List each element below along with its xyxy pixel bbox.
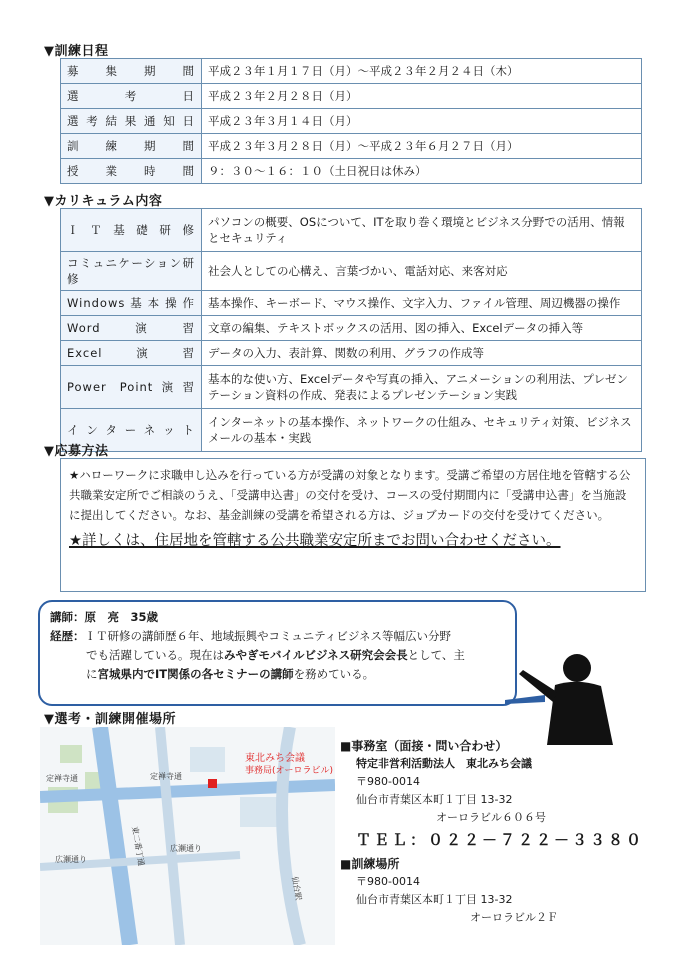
instructor-name-label: 講師：: [50, 610, 85, 624]
curriculum-value: 社会人としての心構え、言葉づかい、電話対応、来客対応: [202, 252, 642, 291]
table-row: [61, 109, 642, 134]
curriculum-value: インターネットの基本操作、ネットワークの仕組み、セキュリティ対策、ビジネスメールの基本・実践: [202, 409, 642, 452]
table-row: [61, 209, 642, 252]
schedule-label: 授業時間: [61, 159, 202, 184]
map-label-target-sub: 事務局(オーロラビル): [245, 766, 334, 776]
schedule-table: [60, 58, 642, 184]
application-heading: ▼応募方法: [44, 444, 109, 459]
training-site-heading: ■訓練場所: [340, 857, 400, 871]
curriculum-label: Word演習: [61, 316, 202, 341]
map-label-street: 定禅寺通: [46, 774, 78, 783]
instructor-career-line: [50, 627, 505, 646]
instructor-name-line: [50, 608, 505, 627]
curriculum-value: データの入力、表計算、関数の利用、グラフの作成等: [202, 341, 642, 366]
curriculum-label: Windows基本操作: [61, 291, 202, 316]
training-site-address: 仙台市青葉区本町１丁目 13-32: [356, 893, 513, 906]
table-row: [61, 59, 642, 84]
map-label-target: 東北みち会議: [245, 753, 305, 764]
schedule-label: 募集期間: [61, 59, 202, 84]
table-row: [61, 366, 642, 409]
curriculum-value: 基本的な使い方、Excelデータや写真の挿入、アニメーションの利用法、プレゼンテーション資料の作成、発表によるプレゼンテーション実践: [202, 366, 642, 409]
application-box: [60, 458, 646, 592]
table-row: [61, 84, 642, 109]
training-site-zip: 〒980-0014: [356, 875, 420, 888]
curriculum-label: Excel演習: [61, 341, 202, 366]
application-body: ★ハローワークに求職申し込みを行っている方が受講の対象となります。受講ご希望の方居住地を管轄する公共職業安定所でご相談のうえ、「受講申込書」の交付を受け、コースの受付期間内に「受講申込書」を当施設に提出してください。なお、基金訓練の受講を希望される方は、ジョブカードの交付を受けてください。: [69, 468, 631, 522]
instructor-name: 原 亮 35歳: [84, 610, 159, 624]
curriculum-value: パソコンの概要、OSについて、ITを取り巻く環境とビジネス分野での活用、情報とセキュリティ: [202, 209, 642, 252]
schedule-label: 訓練期間: [61, 134, 202, 159]
instructor-career-2: でも活躍している。現在は: [86, 648, 224, 662]
office-building: オーロラビル６０６号: [436, 811, 546, 824]
office-tel[interactable]: ＴＥＬ：０２２－７２２－３３８０: [356, 831, 645, 849]
instructor-career-4: に: [86, 667, 98, 681]
curriculum-label: コミュニケーション研修: [61, 252, 202, 291]
schedule-value: 平成２３年２月２８日（月）: [202, 84, 642, 109]
application-note-wrap: [69, 531, 637, 551]
instructor-career-bold-2: 宮城県内でIT関係の各セミナーの講師: [97, 667, 294, 681]
office-heading: ■事務室（面接・問い合わせ）: [340, 739, 508, 753]
contact-info: [340, 737, 660, 937]
curriculum-table: [60, 208, 642, 452]
schedule-heading: ▼訓練日程: [44, 44, 109, 59]
curriculum-heading: ▼カリキュラム内容: [44, 194, 163, 209]
schedule-value: 平成２３年１月１７日（月）～平成２３年２月２４日（木）: [202, 59, 642, 84]
map-label-street: 東二番丁通: [130, 825, 146, 867]
schedule-value: 平成２３年３月２８日（月）～平成２３年６月２７日（月）: [202, 134, 642, 159]
instructor-career-5: を務めている。: [293, 667, 375, 681]
schedule-label: 選考日: [61, 84, 202, 109]
instructor-career-line-2: [50, 646, 505, 665]
schedule-value: ９：３０～１６：１０（土日祝日は休み）: [202, 159, 642, 184]
venue-marker: [208, 779, 217, 788]
table-row: [61, 291, 642, 316]
instructor-silhouette-icon: [505, 640, 625, 745]
schedule-label: 選考結果通知日: [61, 109, 202, 134]
table-row: [61, 316, 642, 341]
curriculum-value: 基本操作、キーボード、マウス操作、文字入力、ファイル管理、周辺機器の操作: [202, 291, 642, 316]
instructor-bubble: [38, 600, 517, 706]
instructor-career-line-3: [50, 665, 505, 684]
table-row: [61, 341, 642, 366]
map-label-street: 定禅寺通: [150, 772, 182, 781]
instructor-career-3: として、主: [407, 648, 465, 662]
map-label-station: 仙台駅: [290, 875, 304, 901]
venue-heading: ▼選考・訓練開催場所: [44, 712, 176, 727]
curriculum-label: インターネット: [61, 409, 202, 452]
instructor-career-label: 経歴：: [50, 629, 85, 643]
table-row: [61, 159, 642, 184]
application-note: ★詳しくは、住居地を管轄する公共職業安定所までお問い合わせください。: [69, 533, 561, 549]
office-address: 仙台市青葉区本町１丁目 13-32: [356, 793, 513, 806]
schedule-value: 平成２３年３月１４日（月）: [202, 109, 642, 134]
curriculum-value: 文章の編集、テキストボックスの活用、図の挿入、Excelデータの挿入等: [202, 316, 642, 341]
table-row: [61, 134, 642, 159]
instructor-career-bold-1: みやぎモバイルビジネス研究会会長: [224, 648, 408, 662]
office-zip: 〒980-0014: [356, 775, 420, 788]
map-label-street: 広瀬通り: [170, 844, 202, 853]
curriculum-label: ＩＴ基礎研修: [61, 209, 202, 252]
venue-map[interactable]: [40, 727, 335, 945]
curriculum-label: Power Point演習: [61, 366, 202, 409]
office-org: 特定非営利活動法人 東北みち会議: [356, 757, 532, 770]
training-site-building: オーロラビル２Ｆ: [470, 911, 558, 924]
table-row: [61, 252, 642, 291]
instructor-career-1: ＩＴ研修の講師歴６年、地域振興やコミュニティビジネス等幅広い分野: [84, 629, 452, 643]
table-row: [61, 409, 642, 452]
map-label-street: 広瀬通り: [55, 855, 87, 864]
